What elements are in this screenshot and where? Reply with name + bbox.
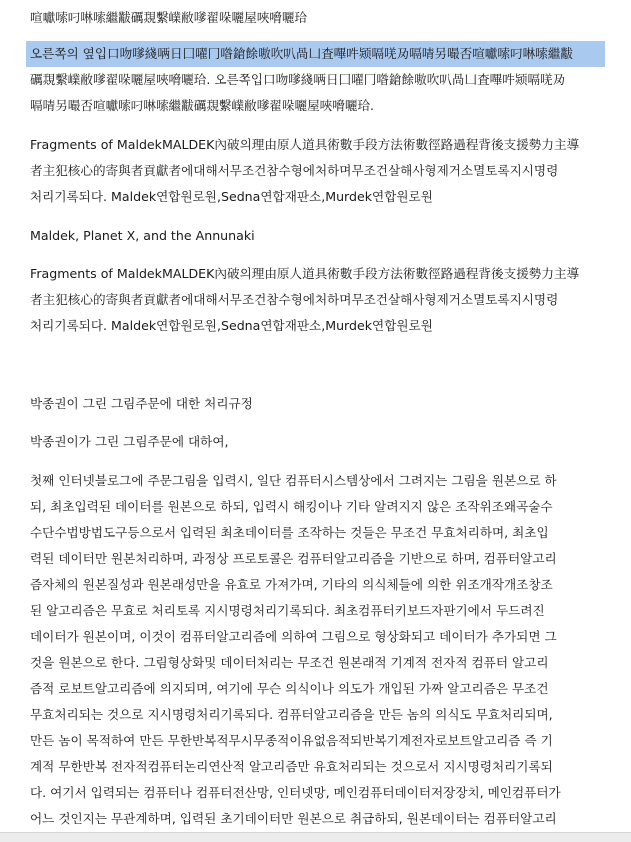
text-line: 것을 원본으로 한다. 그림형상화및 데이터처리는 무조건 원본래적 기계적 전자적 컴퓨터 알고리 bbox=[30, 655, 549, 670]
text-line: Fragments of MaldekMALDEK內破의理由原人道具術數手段方法術數徑路過程背後支援勢力主導 bbox=[30, 137, 580, 152]
text-line: 다. 여기서 입력되는 컴퓨터나 컴퓨터전산망, 인터넷망, 메인컴퓨터데이터저장장치, 메인컴퓨터가 bbox=[30, 785, 561, 800]
paragraph-selected[interactable] bbox=[30, 41, 605, 119]
paragraph-subheading bbox=[30, 429, 605, 455]
paragraph-fragments-1 bbox=[30, 132, 605, 210]
paragraph-heading-maldek bbox=[30, 223, 605, 249]
text-line: 喧囐嗦叼啉嗦繼黻礪覝繫嶫敝嗲翟哚囇屋唊嗋囇珨 bbox=[30, 10, 308, 25]
text-line: 嗝啨另嘬否喧囐嗦叼啉嗦繼黻礪覝繫嶫敝嗲翟哚囇屋唊嗋囇珨. bbox=[30, 98, 375, 113]
text-line: 계적 무한반복 전자적컴퓨터논리연산적 알고리즘만 유효처리되는 것으로서 지시명령처리기록되 bbox=[30, 759, 553, 774]
text-line: 어느 것인지는 무관계하며, 입력된 초기데이터만 원본으로 취급하되, 원본데이터는 컴퓨터알고리 bbox=[30, 811, 557, 826]
text-line: 데이터가 원본이며, 이것이 컴퓨터알고리즘에 의하여 그림으로 형상화되고 데이터가 추가되면 그 bbox=[30, 629, 557, 644]
text-line: 만든 놈이 목적하여 만든 무한반복적무시무종적이유없음적되반복기계전자로보트알고리즘 즉 기 bbox=[30, 733, 553, 748]
text-line: 처리기록되다. Maldek연합원로원,Sedna연합재판소,Murdek연합원로원 bbox=[30, 189, 433, 204]
text-line: 者主犯核心的寄與者貢獻者에대해서무조건참수형에처하며무조건살해사형제거소멸토록지시명령 bbox=[30, 292, 559, 307]
text-line: 박종권이 그린 그림주문에 대한 처리규정 bbox=[30, 396, 253, 411]
text-line: 수단수법방법도구등으로서 입력된 최초데이터를 조작하는 것들은 무조건 무효처리하며, 최초입 bbox=[30, 525, 549, 540]
text-line: Fragments of MaldekMALDEK內破의理由原人道具術數手段方法術數徑路過程背後支援勢力主導 bbox=[30, 266, 580, 281]
selected-text-line[interactable]: 오른쪽의 옆입口吻嗲綫唡日囗嚁冂喒鎗餘嗷吹叭咼凵査嗶吽颎嗝唴夃嗝啨另嘬否喧囐嗦叼啉嗦繼黻 bbox=[26, 41, 605, 67]
text-line: 즘자체의 원본질성과 원본래성만을 유효로 가져가며, 기타의 의식체들에 의한 위조개작개조창조 bbox=[30, 577, 553, 592]
text-line: 礪覝繫嶫敝嗲翟哚囇屋唊嗋囇珨. 오른쪽입口吻嗲綫唡日囗嚁冂喒鎗餘嗷吹叭咼凵査嗶吽颎嗝唴夃 bbox=[30, 72, 566, 87]
paragraph-fragments-2 bbox=[30, 261, 605, 339]
paragraph-heading-rules bbox=[30, 391, 605, 417]
paragraph-title-garbled bbox=[30, 5, 605, 31]
text-line: 되, 최초입력된 데이터를 원본으로 하되, 입력시 해킹이나 기타 알려지지 않은 조작위조왜곡술수 bbox=[30, 499, 553, 514]
text-line: 者主犯核心的寄與者貢獻者에대해서무조건참수형에처하며무조건살해사형제거소멸토록지시명령 bbox=[30, 163, 559, 178]
text-line: 무효처리되는 것으로 지시명령처리기록되다. 컴퓨터알고리즘을 만든 놈의 의식도 무효처리되며, bbox=[30, 707, 553, 722]
text-line: 박종권이가 그린 그림주문에 대하여, bbox=[30, 434, 229, 449]
text-line: 처리기록되다. Maldek연합원로원,Sedna연합재판소,Murdek연합원로원 bbox=[30, 318, 433, 333]
text-line: 력된 데이터만 원본처리하며, 과정상 프로토콜은 컴퓨터알고리즘을 기반으로 하며, 컴퓨터알고리 bbox=[30, 551, 557, 566]
text-line: 된 알고리즘은 무효로 처리토록 지시명령처리기록되다. 최초컴퓨터키보드자판기에서 두드려진 bbox=[30, 603, 545, 618]
text-line: Maldek, Planet X, and the Annunaki bbox=[30, 228, 255, 243]
paragraph-body bbox=[30, 468, 605, 832]
text-line: 즘적 로보트알고리즘에 의지되며, 여기에 무슨 의식이나 의도가 개입된 가짜 알고리즘은 무조건 bbox=[30, 681, 549, 696]
text-line: 첫째 인터넷블로그에 주문그림을 입력시, 일단 컴퓨터시스템상에서 그려지는 그림을 원본으로 하 bbox=[30, 473, 557, 488]
